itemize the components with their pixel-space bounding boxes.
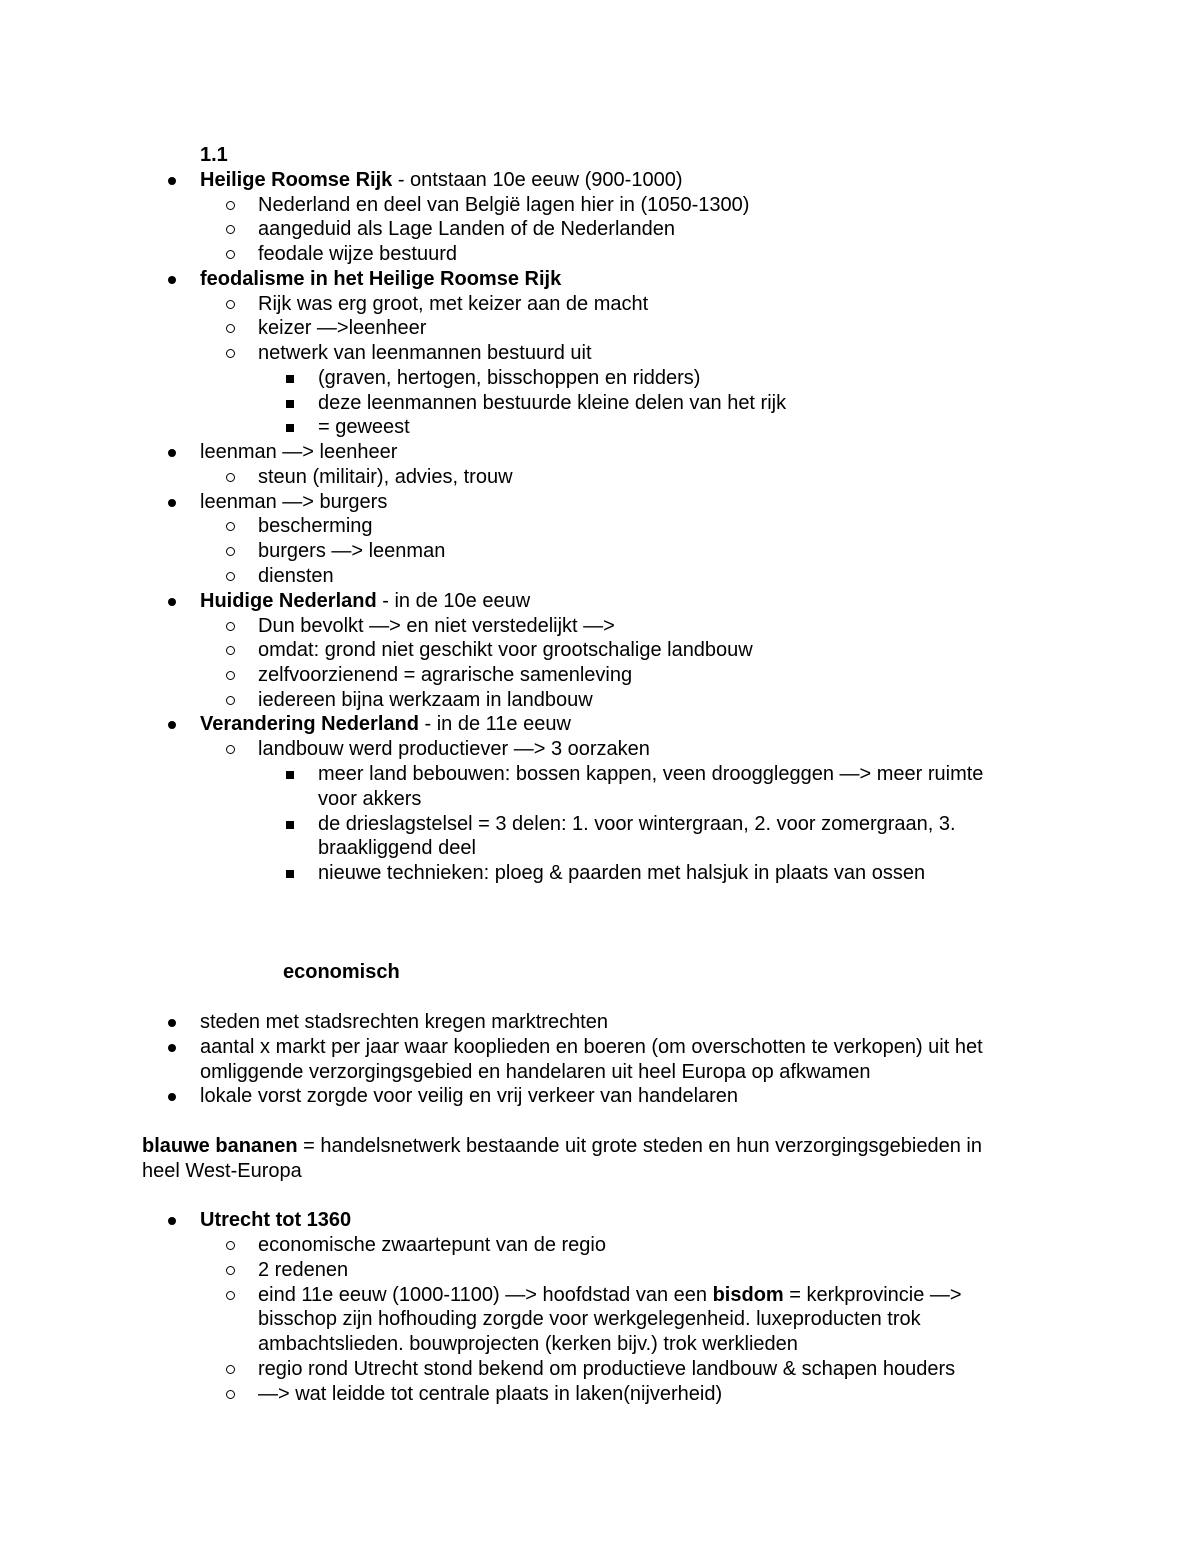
list-item: aangeduid als Lage Landen of de Nederlanden (258, 218, 676, 240)
list-item: omdat: grond niet geschikt voor grootschalige landbouw (258, 639, 753, 661)
list-item: bescherming (258, 515, 373, 537)
list-item: steden met stadsrechten kregen marktrechten (200, 1011, 608, 1033)
list-item: leenman —> leenheer (200, 441, 398, 463)
bullet-square (278, 762, 302, 787)
list-item: leenman —> burgers (200, 491, 388, 513)
list-item: regio rond Utrecht stond bekend om productieve landbouw & schapen houders (258, 1358, 956, 1380)
list-item: de drieslagstelsel = 3 delen: 1. voor wintergraan, 2. voor zomergraan, 3. (318, 813, 956, 835)
section-title: economisch (283, 961, 400, 983)
bold-term: Heilige Roomse Rijk (200, 169, 393, 191)
list-item: meer land bebouwen: bossen kappen, veen drooggleggen —> meer ruimte (318, 763, 984, 785)
definition-continuation: heel West-Europa (142, 1160, 302, 1182)
bullet-circle (218, 614, 242, 639)
list-item (200, 589, 530, 614)
bullet-circle (218, 514, 242, 539)
bold-term: bisdom (712, 1284, 784, 1306)
list-item: —> wat leidde tot centrale plaats in laken(nijverheid) (258, 1383, 723, 1405)
bullet-circle (218, 242, 242, 267)
list-item: Nederland en deel van België lagen hier in (1050-1300) (258, 194, 750, 216)
bullet-circle (218, 688, 242, 713)
list-item: feodalisme in het Heilige Roomse Rijk (200, 268, 562, 290)
bullet-disc (160, 1035, 184, 1060)
list-item: lokale vorst zorgde voor veilig en vrij verkeer van handelaren (200, 1085, 739, 1107)
list-item: Utrecht tot 1360 (200, 1209, 352, 1231)
list-item: nieuwe technieken: ploeg & paarden met halsjuk in plaats van ossen (318, 862, 926, 884)
bold-term: Huidige Nederland (200, 590, 377, 612)
bullet-circle (218, 539, 242, 564)
list-item: netwerk van leenmannen bestuurd uit (258, 342, 592, 364)
bullet-circle (218, 292, 242, 317)
list-item: 2 redenen (258, 1259, 349, 1281)
list-item (258, 1283, 962, 1308)
bullet-circle (218, 217, 242, 242)
list-item: iedereen bijna werkzaam in landbouw (258, 689, 593, 711)
bullet-disc (160, 1208, 184, 1233)
definition-paragraph (142, 1134, 982, 1159)
bullet-square (278, 415, 302, 440)
list-item-continuation: voor akkers (318, 788, 422, 810)
bullet-disc (160, 440, 184, 465)
bullet-disc (160, 712, 184, 737)
list-item: = geweest (318, 416, 410, 438)
list-item-continuation: bisschop zijn hofhouding zorgde voor werkgelegenheid. luxeproducten trok (258, 1308, 921, 1330)
list-item: steun (militair), advies, trouw (258, 466, 513, 488)
bullet-circle (218, 1382, 242, 1407)
bold-term: blauwe bananen (142, 1135, 298, 1157)
bullet-circle (218, 193, 242, 218)
list-item-continuation: omliggende verzorgingsgebied en handelaren uit heel Europa op afkwamen (200, 1061, 871, 1083)
list-item-continuation: ambachtslieden. bouwprojecten (kerken bijv.) trok werklieden (258, 1333, 798, 1355)
bullet-circle (218, 564, 242, 589)
item-text: - in de 11e eeuw (418, 713, 571, 735)
bullet-square (278, 391, 302, 416)
bullet-circle (218, 737, 242, 762)
bullet-disc (160, 1010, 184, 1035)
bullet-circle (218, 341, 242, 366)
bullet-circle (218, 1357, 242, 1382)
list-item: (graven, hertogen, bisschoppen en ridders) (318, 367, 701, 389)
list-item (200, 168, 682, 193)
bullet-circle (218, 1258, 242, 1283)
item-text: = kerkprovincie —> (783, 1284, 962, 1306)
list-item (200, 712, 571, 737)
list-item: diensten (258, 565, 334, 587)
bullet-disc (160, 267, 184, 292)
bullet-disc (160, 490, 184, 515)
list-item: landbouw werd productiever —> 3 oorzaken (258, 738, 650, 760)
list-item: burgers —> leenman (258, 540, 446, 562)
list-item: Dun bevolkt —> en niet verstedelijkt —> (258, 615, 615, 637)
list-item: deze leenmannen bestuurde kleine delen van het rijk (318, 392, 787, 414)
bullet-circle (218, 638, 242, 663)
bullet-square (278, 366, 302, 391)
list-item: keizer —>leenheer (258, 317, 427, 339)
bullet-square (278, 861, 302, 886)
bullet-circle (218, 1283, 242, 1308)
list-item: economische zwaartepunt van de regio (258, 1234, 606, 1256)
bullet-disc (160, 589, 184, 614)
list-item-continuation: braakliggend deel (318, 837, 476, 859)
item-text: - in de 10e eeuw (376, 590, 531, 612)
section-heading: 1.1 (200, 144, 228, 166)
list-item: Rijk was erg groot, met keizer aan de macht (258, 293, 649, 315)
list-item: feodale wijze bestuurd (258, 243, 458, 265)
bullet-circle (218, 465, 242, 490)
bullet-circle (218, 1233, 242, 1258)
list-item: zelfvoorzienend = agrarische samenleving (258, 664, 633, 686)
bullet-square (278, 812, 302, 837)
bullet-disc (160, 1084, 184, 1109)
definition-text: = handelsnetwerk bestaande uit grote steden en hun verzorgingsgebieden in (297, 1135, 982, 1157)
bullet-disc (160, 168, 184, 193)
item-text: eind 11e eeuw (1000-1100) —> hoofdstad van een (258, 1284, 713, 1306)
bullet-circle (218, 663, 242, 688)
list-item: aantal x markt per jaar waar kooplieden en boeren (om overschotten te verkopen) uit het (200, 1036, 983, 1058)
bold-term: Verandering Nederland (200, 713, 419, 735)
bullet-circle (218, 316, 242, 341)
item-text: - ontstaan 10e eeuw (900-1000) (392, 169, 683, 191)
